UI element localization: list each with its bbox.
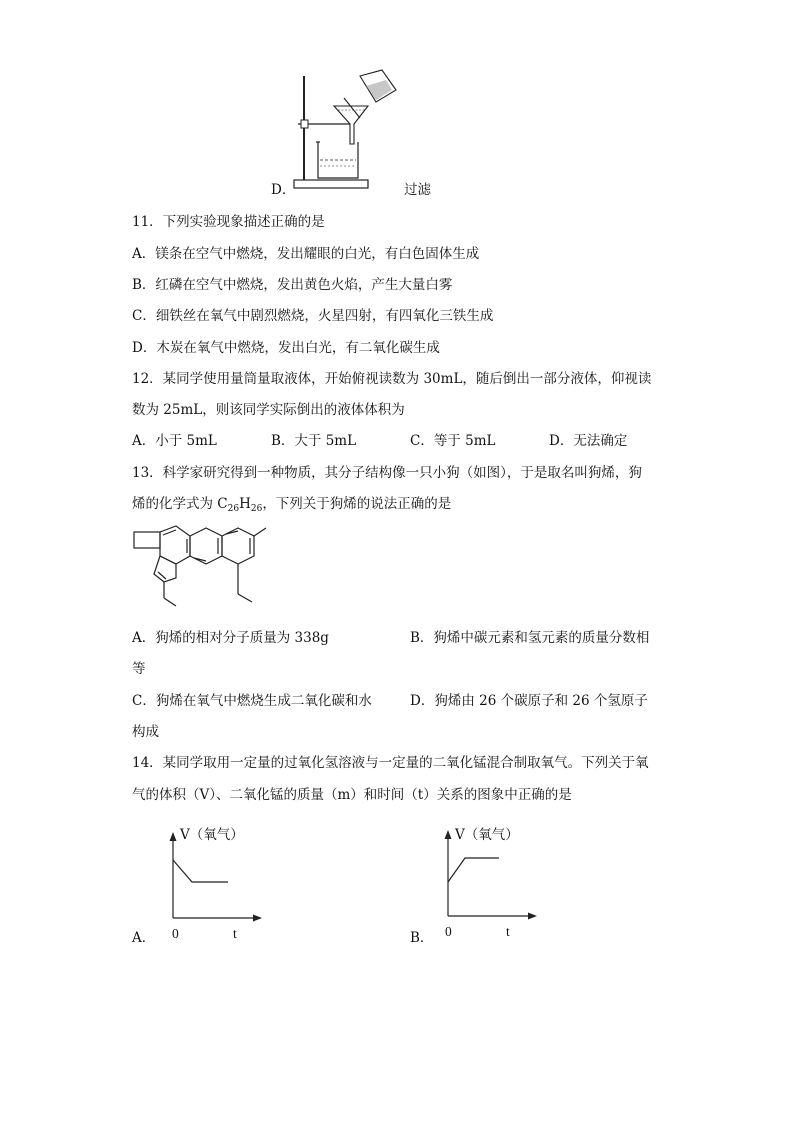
dogene-structure-figure xyxy=(132,522,272,614)
q13-stem-line2 xyxy=(132,495,451,518)
q12-stem-line2: 数为 25mL，则该同学实际倒出的液体体积为 xyxy=(132,402,405,418)
q11-option-d: D．木炭在氧气中燃烧，发出白光，有二氧化碳生成 xyxy=(132,340,440,356)
graph-a-origin: 0 xyxy=(172,926,179,941)
q13-option-c: C．狗烯在氧气中燃烧生成二氧化碳和水 xyxy=(132,693,372,709)
graph-b-curve xyxy=(448,858,499,882)
q12-option-d: D．无法确定 xyxy=(549,433,628,449)
q10-option-d-label: D． xyxy=(271,182,296,198)
graph-b-origin: 0 xyxy=(445,924,452,939)
q11-option-b: B．红磷在空气中燃烧，发出黄色火焰，产生大量白雾 xyxy=(132,277,453,293)
q11-stem: 11．下列实验现象描述正确的是 xyxy=(132,214,325,230)
q13-stem-pre: 烯的化学式为 C xyxy=(132,496,228,512)
graph-a-y-axis-label: V（氧气） xyxy=(180,827,244,843)
graph-b-x-axis-label: t xyxy=(506,924,510,939)
q12-stem-line1: 12．某同学使用量筒量取液体，开始俯视读数为 30mL，随后倒出一部分液体，仰视读 xyxy=(132,371,652,387)
graph-a-axes xyxy=(166,832,266,924)
q12-option-a: A．小于 5mL xyxy=(132,433,217,449)
q14-stem-line1: 14．某同学取用一定量的过氧化氢溶液与一定量的二氧化锰混合制取氧气。下列关于氧 xyxy=(132,755,649,771)
graph-b-option-label: B． xyxy=(410,930,434,946)
q13-option-a: A．狗烯的相对分子质量为 338g xyxy=(132,630,329,646)
q13-stem-post: ，下列关于狗烯的说法正确的是 xyxy=(262,496,452,512)
formula-c-subscript: 26 xyxy=(227,504,240,514)
q13-option-b-line2: 等 xyxy=(132,661,146,677)
graph-b-y-axis-label: V（氧气） xyxy=(455,827,519,843)
q10-option-d-text: 过滤 xyxy=(404,182,431,198)
q14-stem-line2: 气的体积（V）、二氧化锰的质量（m）和时间（t）关系的图象中正确的是 xyxy=(132,787,572,803)
q11-option-a: A．镁条在空气中燃烧，发出耀眼的白光，有白色固体生成 xyxy=(132,246,480,262)
formula-h: H xyxy=(239,496,251,512)
graph-a-x-axis-label: t xyxy=(233,926,237,941)
q13-option-d-line2: 构成 xyxy=(132,724,159,740)
q13-option-d-line1: D．狗烯由 26 个碳原子和 26 个氢原子 xyxy=(410,693,648,709)
q12-option-b: B．大于 5mL xyxy=(271,433,357,449)
q13-stem-line1: 13．科学家研究得到一种物质，其分子结构像一只小狗（如图），于是取名叫狗烯，狗 xyxy=(132,465,642,481)
q11-option-c: C．细铁丝在氧气中剧烈燃烧，火星四射，有四氧化三铁生成 xyxy=(132,308,494,324)
filtration-apparatus-figure xyxy=(290,68,400,193)
graph-a-curve xyxy=(173,860,228,882)
graph-a-option-label: A． xyxy=(132,930,156,946)
q12-option-c: C．等于 5mL xyxy=(410,433,496,449)
q13-option-b-line1: B．狗烯中碳元素和氢元素的质量分数相 xyxy=(410,630,650,646)
formula-h-subscript: 26 xyxy=(250,504,263,514)
